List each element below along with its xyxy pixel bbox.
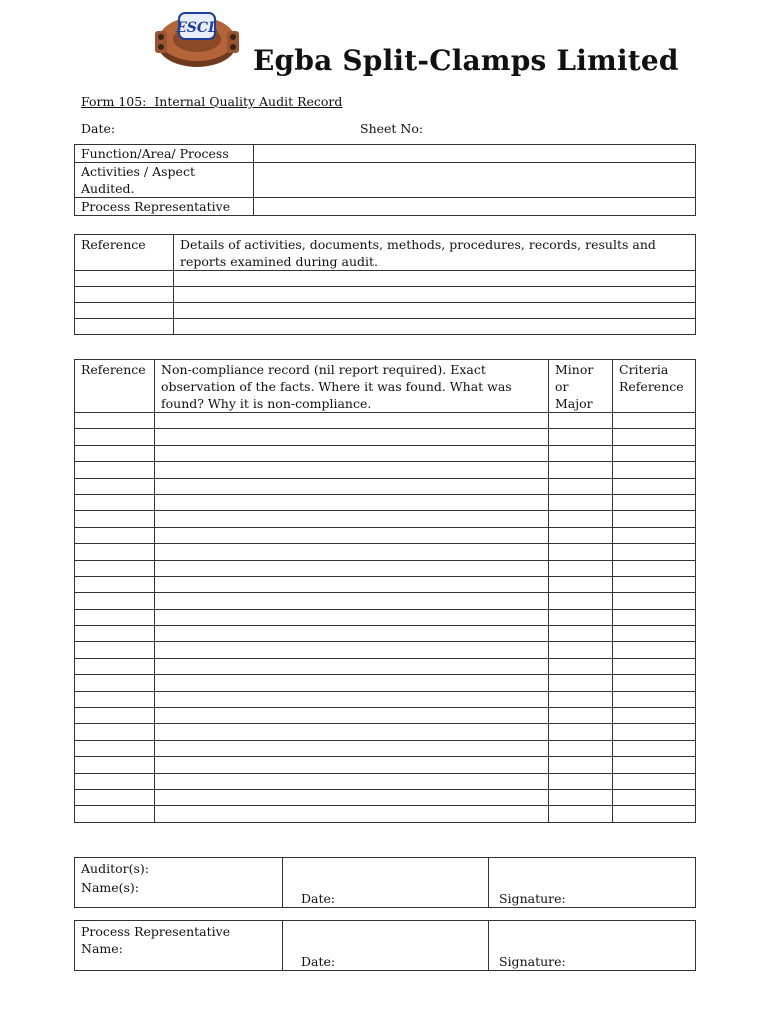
nc-criteria-cell[interactable] [613,740,696,756]
nc-criteria-header: Criteria Reference [613,360,696,413]
details-reference-cell[interactable] [75,287,174,303]
table-row [75,609,696,625]
nc-reference-cell[interactable] [75,675,155,691]
nc-record-cell[interactable] [155,527,549,543]
info-value-field[interactable] [254,198,696,216]
nc-reference-cell[interactable] [75,413,155,429]
nc-severity-cell[interactable] [549,757,613,773]
nc-record-cell[interactable] [155,724,549,740]
info-row [75,145,696,163]
audit-details-table [74,234,696,335]
nc-severity-cell[interactable] [549,724,613,740]
nc-reference-cell[interactable] [75,708,155,724]
nc-severity-cell[interactable] [549,527,613,543]
nc-criteria-cell[interactable] [613,757,696,773]
nc-reference-cell[interactable] [75,806,155,822]
details-description-cell[interactable] [174,271,696,287]
table-row [75,287,696,303]
logo-badge [175,13,218,39]
nc-record-cell[interactable] [155,576,549,592]
nc-severity-cell[interactable] [549,413,613,429]
process-rep-title: Process Representative [81,924,231,939]
auditor-title: Auditor(s): [81,861,149,876]
nc-severity-cell[interactable] [549,806,613,822]
nc-record-cell[interactable] [155,675,549,691]
form-title: Form 105: Internal Quality Audit Record [81,94,343,109]
details-reference-cell[interactable] [75,303,174,319]
table-row [75,626,696,642]
nc-criteria-cell[interactable] [613,429,696,445]
table-row [75,757,696,773]
nc-record-cell[interactable] [155,494,549,510]
details-reference-header: Reference [75,235,174,271]
details-description-cell[interactable] [174,319,696,335]
nc-criteria-cell[interactable] [613,576,696,592]
nc-reference-cell[interactable] [75,609,155,625]
nc-severity-cell[interactable] [549,478,613,494]
nc-severity-cell[interactable] [549,494,613,510]
nc-record-cell[interactable] [155,658,549,674]
nc-severity-cell[interactable] [549,511,613,527]
auditor-signature-label: Signature: [499,891,566,906]
table-row [75,413,696,429]
info-row [75,163,696,198]
nc-severity-cell[interactable] [549,445,613,461]
nc-record-cell[interactable] [155,511,549,527]
company-name: Egba Split-Clamps Limited [253,44,679,77]
table-row [75,576,696,592]
nc-record-cell[interactable] [155,429,549,445]
nc-severity-cell[interactable] [549,675,613,691]
nc-severity-cell[interactable] [549,626,613,642]
details-reference-cell[interactable] [75,271,174,287]
nc-reference-cell[interactable] [75,478,155,494]
nc-criteria-cell[interactable] [613,691,696,707]
auditor-signoff-table [74,857,696,908]
nc-record-cell[interactable] [155,445,549,461]
nc-reference-header: Reference [75,360,155,413]
nc-record-cell[interactable] [155,789,549,805]
table-row [75,478,696,494]
info-value-field[interactable] [254,163,696,198]
nc-criteria-cell[interactable] [613,626,696,642]
table-row [75,511,696,527]
nc-reference-cell[interactable] [75,494,155,510]
details-description-header: Details of activities, documents, methods, procedures, records, results and reports examined during audit. [174,235,696,271]
nc-record-cell[interactable] [155,740,549,756]
process-rep-name-label: Name: [81,941,123,956]
nc-criteria-cell[interactable] [613,478,696,494]
nc-record-cell[interactable] [155,609,549,625]
nc-reference-cell[interactable] [75,429,155,445]
company-logo [153,9,241,73]
nc-record-cell[interactable] [155,478,549,494]
nc-severity-cell[interactable] [549,740,613,756]
table-row [75,271,696,287]
nc-criteria-cell[interactable] [613,724,696,740]
nc-criteria-cell[interactable] [613,609,696,625]
info-label: Function/Area/ Process [75,145,254,163]
auditor-date-label: Date: [301,891,336,906]
nc-record-cell[interactable] [155,626,549,642]
nc-criteria-cell[interactable] [613,445,696,461]
nc-severity-cell[interactable] [549,429,613,445]
sheet-number-label: Sheet No: [360,121,424,136]
auditor-name-label: Name(s): [81,880,140,895]
info-label: Activities / Aspect Audited. [75,163,254,198]
nc-reference-cell[interactable] [75,740,155,756]
process-rep-date-field[interactable] [283,921,489,971]
nc-severity-cell[interactable] [549,576,613,592]
table-row [75,642,696,658]
table-row [75,319,696,335]
nc-reference-cell[interactable] [75,642,155,658]
table-row [75,691,696,707]
nc-record-cell[interactable] [155,413,549,429]
table-row [75,544,696,560]
nc-criteria-cell[interactable] [613,527,696,543]
nc-reference-cell[interactable] [75,724,155,740]
nc-record-cell[interactable] [155,642,549,658]
nc-severity-header: Minor or Major [549,360,613,413]
nc-severity-cell[interactable] [549,462,613,478]
table-row [75,806,696,822]
nc-severity-cell[interactable] [549,544,613,560]
nc-severity-cell[interactable] [549,691,613,707]
nc-reference-cell[interactable] [75,658,155,674]
table-row [75,724,696,740]
process-rep-signature-label: Signature: [499,954,566,969]
table-row [75,773,696,789]
table-row [75,789,696,805]
nc-reference-cell[interactable] [75,789,155,805]
nc-severity-cell[interactable] [549,560,613,576]
process-rep-date-label: Date: [301,954,336,969]
date-label: Date: [81,121,116,136]
auditor-date-field[interactable] [283,858,489,908]
nc-criteria-cell[interactable] [613,806,696,822]
process-rep-signoff-table [74,920,696,971]
table-row [75,740,696,756]
nc-criteria-cell[interactable] [613,642,696,658]
nc-severity-cell[interactable] [549,708,613,724]
nc-reference-cell[interactable] [75,593,155,609]
table-row [75,527,696,543]
nc-reference-cell[interactable] [75,757,155,773]
nc-reference-cell[interactable] [75,445,155,461]
nc-reference-cell[interactable] [75,527,155,543]
nc-reference-cell[interactable] [75,691,155,707]
nc-reference-cell[interactable] [75,511,155,527]
nc-criteria-cell[interactable] [613,773,696,789]
nc-record-cell[interactable] [155,560,549,576]
nc-record-cell[interactable] [155,462,549,478]
table-row [75,429,696,445]
table-row [75,303,696,319]
nc-criteria-cell[interactable] [613,544,696,560]
table-row [75,462,696,478]
nc-criteria-cell[interactable] [613,789,696,805]
table-row [75,675,696,691]
nc-record-cell[interactable] [155,806,549,822]
nc-record-cell[interactable] [155,593,549,609]
details-description-cell[interactable] [174,287,696,303]
nc-severity-cell[interactable] [549,642,613,658]
nc-record-cell[interactable] [155,757,549,773]
nc-criteria-cell[interactable] [613,560,696,576]
nc-record-cell[interactable] [155,691,549,707]
nc-criteria-cell[interactable] [613,593,696,609]
nc-criteria-cell[interactable] [613,658,696,674]
nc-severity-cell[interactable] [549,658,613,674]
details-reference-cell[interactable] [75,319,174,335]
details-description-cell[interactable] [174,303,696,319]
table-row [75,593,696,609]
table-row [75,560,696,576]
nc-criteria-cell[interactable] [613,462,696,478]
nc-severity-cell[interactable] [549,773,613,789]
nc-reference-cell[interactable] [75,773,155,789]
noncompliance-header-row [75,360,696,413]
nc-reference-cell[interactable] [75,544,155,560]
table-row [75,658,696,674]
nc-severity-cell[interactable] [549,789,613,805]
table-row [75,708,696,724]
process-rep-signature-field[interactable] [489,921,696,971]
table-row [75,494,696,510]
info-value-field[interactable] [254,145,696,163]
auditor-signature-field[interactable] [489,858,696,908]
details-header-row [75,235,696,271]
nc-criteria-cell[interactable] [613,675,696,691]
nc-severity-cell[interactable] [549,593,613,609]
noncompliance-table [74,359,696,823]
nc-record-cell[interactable] [155,544,549,560]
nc-criteria-cell[interactable] [613,511,696,527]
nc-reference-cell[interactable] [75,626,155,642]
nc-severity-cell[interactable] [549,609,613,625]
info-label: Process Representative [75,198,254,216]
audit-info-table [74,144,696,216]
nc-reference-cell[interactable] [75,462,155,478]
info-row [75,198,696,216]
nc-record-cell[interactable] [155,773,549,789]
nc-reference-cell[interactable] [75,560,155,576]
nc-record-cell[interactable] [155,708,549,724]
nc-criteria-cell[interactable] [613,708,696,724]
nc-reference-cell[interactable] [75,576,155,592]
table-row [75,445,696,461]
logo-text: ESCL [176,20,218,36]
nc-criteria-cell[interactable] [613,494,696,510]
nc-record-header: Non-compliance record (nil report required). Exact observation of the facts. Where it was found. What was found? Why it is non-compliance. [155,360,549,413]
nc-criteria-cell[interactable] [613,413,696,429]
